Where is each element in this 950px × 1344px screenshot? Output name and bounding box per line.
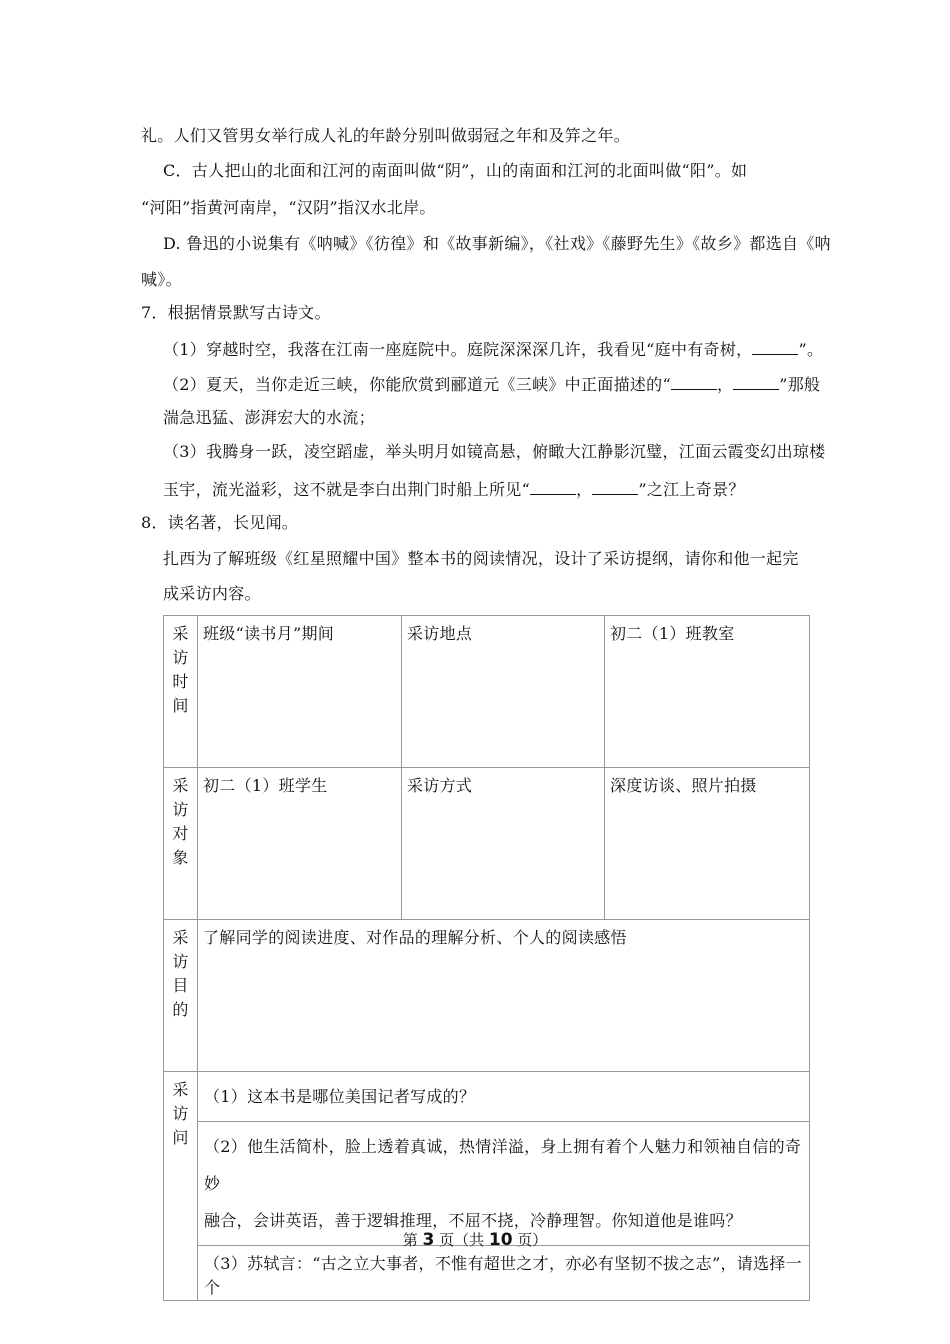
- interview-place-value: 初二（1）班教室: [605, 616, 810, 768]
- answer-blank[interactable]: [733, 372, 779, 390]
- interview-method-label: 采访方式: [402, 768, 605, 920]
- interview-target-value: 初二（1）班学生: [198, 768, 402, 920]
- label-char: 采: [172, 928, 189, 947]
- interview-outline-table: [163, 615, 810, 1301]
- q8-intro-line1: 扎西为了解班级《红星照耀中国》整本书的阅读情况，设计了采访提纲，请你和他一起完: [163, 549, 799, 568]
- label-char: 采: [172, 776, 189, 795]
- q7-part2-end: ”那般: [779, 375, 821, 394]
- table-row-time: [164, 616, 810, 768]
- option-b-continued: 礼。人们又管男女举行成人礼的年龄分别叫做弱冠之年和及笄之年。: [141, 126, 631, 145]
- q7-part1: [163, 337, 823, 362]
- footer-prefix: 第: [402, 1231, 423, 1249]
- label-char: 间: [172, 696, 189, 715]
- q7-part2-text: （2）夏天，当你走近三峡，你能欣赏到郦道元《三峡》中正面描述的“: [163, 375, 671, 394]
- q7-part3-end: ”之江上奇景？: [638, 480, 745, 499]
- page-total: 10: [488, 1230, 513, 1250]
- row-label-purpose: [164, 920, 198, 1072]
- table-row-target: [164, 768, 810, 920]
- interview-method-value: 深度访谈、照片拍摄: [605, 768, 810, 920]
- q7-part2-line1: [163, 372, 820, 397]
- interview-place-label: 采访地点: [402, 616, 605, 768]
- interview-question-3: （3）苏轼言：“古之立大事者，不惟有超世之才，亦必有坚韧不拔之志”，请选择一个: [198, 1246, 810, 1301]
- q7-part2-sep: ，: [716, 375, 734, 394]
- row-label-time: [164, 616, 198, 768]
- option-d-line2: 喊》。: [141, 270, 182, 289]
- question-2-line1: （2）他生活简朴，脸上透着真诚，热情洋溢，身上拥有着个人魅力和领袖自信的奇妙: [204, 1137, 802, 1193]
- label-char: 采: [172, 1080, 189, 1099]
- q7-part3-line2: [163, 477, 745, 502]
- answer-blank[interactable]: [592, 477, 638, 495]
- label-char: 访: [172, 1104, 189, 1123]
- label-char: 对: [172, 824, 189, 843]
- page-number: 3: [422, 1230, 435, 1250]
- label-char: 采: [172, 624, 189, 643]
- table-row-question-2: [164, 1122, 810, 1246]
- interview-question-2: [198, 1122, 810, 1246]
- interview-purpose-value: 了解同学的阅读进度、对作品的理解分析、个人的阅读感悟: [198, 920, 810, 1072]
- option-d-line1: D. 鲁迅的小说集有《呐喊》《彷徨》和《故事新编》，《社戏》《藤野先生》《故乡》都选自《呐: [163, 234, 831, 253]
- q7-part3-text: 玉宇，流光溢彩，这不就是李白出荆门时船上所见“: [163, 480, 531, 499]
- q7-part1-text: （1）穿越时空，我落在江南一座庭院中。庭院深深深几许，我看见“庭中有奇树，: [163, 340, 753, 359]
- option-c-line1: C．古人把山的北面和江河的南面叫做“阴”，山的南面和江河的北面叫做“阳”。如: [163, 161, 748, 180]
- interview-time-value: 班级“读书月”期间: [198, 616, 402, 768]
- table-row-questions: [164, 1072, 810, 1122]
- label-char: 的: [172, 1000, 189, 1019]
- page-footer: [0, 1229, 950, 1251]
- footer-suffix: 页）: [512, 1231, 548, 1249]
- footer-mid: 页（共: [434, 1231, 489, 1249]
- label-char: 时: [172, 672, 189, 691]
- label-char: 访: [172, 952, 189, 971]
- q7-part1-end: ”。: [798, 340, 824, 359]
- row-label-questions: [164, 1072, 198, 1301]
- label-char: 象: [172, 848, 189, 867]
- label-char: 问: [172, 1128, 189, 1147]
- label-char: 访: [172, 800, 189, 819]
- interview-question-1: （1）这本书是哪位美国记者写成的？: [198, 1072, 810, 1122]
- answer-blank[interactable]: [530, 477, 576, 495]
- table-row-purpose: [164, 920, 810, 1072]
- answer-blank[interactable]: [671, 372, 717, 390]
- question-7-title: 7．根据情景默写古诗文。: [141, 303, 331, 322]
- option-c-line2: “河阳”指黄河南岸，“汉阴”指汉水北岸。: [141, 198, 436, 217]
- q7-part2-line2: 湍急迅猛、澎湃宏大的水流；: [163, 408, 375, 427]
- q7-part3-line1: （3）我腾身一跃，凌空蹈虚，举头明月如镜高悬，俯瞰大江静影沉璧，江面云霞变幻出琼楼: [163, 442, 826, 461]
- label-char: 目: [172, 976, 189, 995]
- q7-part3-sep: ，: [576, 480, 593, 499]
- q8-intro-line2: 成采访内容。: [163, 584, 261, 603]
- question-8-title: 8．读名著，长见闻。: [141, 513, 299, 532]
- table-row-question-3: [164, 1246, 810, 1301]
- row-label-target: [164, 768, 198, 920]
- answer-blank[interactable]: [752, 337, 798, 355]
- question-2-line2: 融合，会讲英语，善于逻辑推理，不屈不挠，冷静理智。你知道他是谁吗？: [204, 1211, 742, 1230]
- label-char: 访: [172, 648, 189, 667]
